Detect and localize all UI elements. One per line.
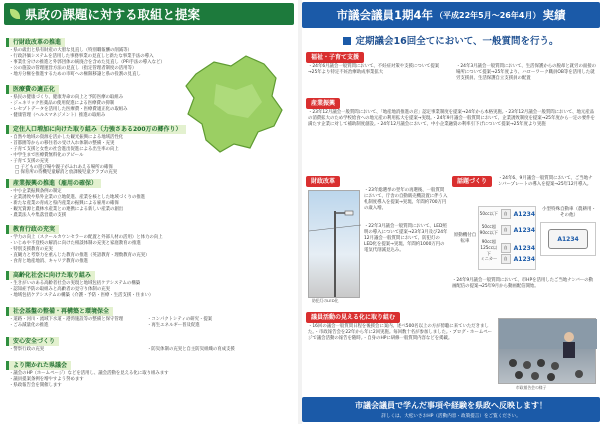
section-heading: 高齢化社会に向けた取り組み <box>6 271 95 280</box>
finance-text-2: ・22年3月議会一般質問において、LED照明の導入について提案→23年3月及び24年12月議会一般質問において、防犯灯のLED化を提案→実現。年間約1000万円の電気代削減見込み。 <box>364 224 448 253</box>
plate-number: A1234 <box>513 244 535 252</box>
welfare-text-right: ・24年3月議会一般質問において、生活保護からの脱却と就労の面接の場所について提案→25年度より、ハローワーク職員OB等を活用した就労支援員、生活保護自立支援員の配置 <box>456 64 597 81</box>
section-heading: 医療費の適正化 <box>6 85 59 94</box>
list-item: ・いじめや不登校の解消に向けた相談体制の充実と家庭教育の推進 <box>9 240 141 246</box>
list-item: ・ジェネリック医薬品の使用促進による医療費の抑制 <box>9 100 115 106</box>
right-header <box>302 2 600 28</box>
list-item: ・中学生まで医療費無料化のアピール <box>9 152 84 158</box>
list-item: ・再生エネルギー普及促進 <box>147 322 200 328</box>
section-industry <box>6 170 145 219</box>
list-item: ・特別支援教育の充実 <box>9 246 53 252</box>
plate-row <box>479 254 535 264</box>
list-item: ・食育と地産地消、キャリア教育の推進 <box>9 258 89 264</box>
header-results: 実績 <box>542 8 566 22</box>
list-item: ・子育て支援と女性の社会進出促進による出生率の向上 <box>9 146 119 152</box>
list-item: ・コンパクトシティの研究・提案 <box>147 317 213 322</box>
footer-note: 詳しくは、大松いさおHP（活動内容・政策提言）をご覧ください。 <box>381 414 521 419</box>
list-item: ・議員提案条例を増やすよう努めます <box>9 376 84 382</box>
plate-tag: 自 <box>501 243 511 253</box>
right-subtitle <box>302 33 600 47</box>
topic-text: ・24年6、9月議会一般質問において、ご当地ナンバープレートの導入を提案→25年12月導入。 <box>498 176 593 187</box>
list-item: ・県民の健康づくり、健康寿命の向上と予防医療の取組み <box>9 95 124 100</box>
tag-industry: 産業振興 <box>306 98 340 109</box>
list-item: ・認知症予防の取組みと高齢者の見守り体制の充実 <box>9 286 110 292</box>
header-main: 市議会議員1期4年 <box>336 8 434 22</box>
tag-council: 議員活動の見える化に取り組む <box>306 312 400 323</box>
left-title-bar <box>4 3 294 25</box>
plate-row <box>479 224 535 236</box>
section-education <box>6 216 163 265</box>
section-safety <box>6 328 287 353</box>
list-item: ・警察行政の充実 <box>9 347 45 352</box>
report-meeting-photo <box>498 318 596 384</box>
plate-number: A1234 <box>513 210 535 218</box>
section-infrastructure <box>6 298 287 329</box>
photo-caption: 防犯灯のLED化 <box>312 298 339 303</box>
list-item: ・県政報告会を開催します <box>9 382 62 388</box>
list-item: ・自然や地域の資源を活かした観光振興による地域活性化 <box>9 135 124 140</box>
footer-banner <box>302 397 600 422</box>
list-item: ・レセプトデータを活用した医療費・医療費適正化の取組み <box>9 106 128 112</box>
list-item: ・県の歳出と県有財産の大胆な見直し（特別職報酬の削減等） <box>9 48 132 53</box>
finance-text-1: ・23年総選挙の翌年の再選後、一般質問において、庁舎の自動販売機設置に伴う入札制度導入を提案→実現。年間約700万円の歳入増。 <box>364 188 448 211</box>
section-medical <box>6 76 128 119</box>
section-open-assembly <box>6 352 169 389</box>
section-heading: 教育行政の充実 <box>6 225 59 234</box>
plate-number: A1234 <box>513 226 535 234</box>
list-item: ・首都圏等からの移住者の受け入れ体制の整備・充実 <box>9 140 115 146</box>
list-item: ・道路・河川・流域下水道・港湾施設等の整備と保守管理 <box>9 317 124 322</box>
list-item: ・農業法人や集落営農の支援 <box>9 212 67 218</box>
industry-text: ・23年12月議会一般質問において、「地産地消推進の店」認定事業制度を提案→24年から本格実施。・23年12月議会一般質問において、地元産品の消費拡大のため学校給食への地元産の利用拡大を提案→実現。・24年9月議会一般質問において、企業誘致制度を提案→25年度から一定の要件を満たす企業に対して補助制度創設。・24年12月議会において、中小企業融資の利率引下げについて提案→25年度より実施 <box>308 110 595 127</box>
list-item: ・議会のHP（ホームページ）などを活用し、議会活動を見える化に取り組みます <box>9 371 169 376</box>
list-item: ・子育て支援の充実 <box>9 158 49 164</box>
left-title: 県政の課題に対する取組と提案 <box>25 7 201 22</box>
number-plate-panel <box>478 206 536 270</box>
list-item: ・地方分権を推進するための市町への権限移譲と県の役割の見直し <box>9 71 141 77</box>
tag-finance: 財政改革 <box>306 176 340 187</box>
prefecture-map <box>176 44 294 162</box>
list-item: ・生きがいのある高齢者社会の実現と地域包括ケアシステムの構築 <box>9 281 141 286</box>
map-icon <box>176 44 294 162</box>
header-period: （平成22年5月〜26年4月） <box>435 10 541 20</box>
section-heading: より開かれた県議会 <box>6 361 71 370</box>
welfare-text-left: ・24年6月議会一般質問において、不妊症対策や支援について提案→25年より特定不妊治療助成事業拡大 <box>308 64 440 75</box>
plate-tag: 自 <box>501 254 511 264</box>
section-heading: 産業振興の推進（雇用の確保） <box>6 179 101 188</box>
list-item: ・公の施設の管理運営方法の見直し（指定管理者制度の活用等） <box>9 65 137 71</box>
subtitle-text: 定期議会16回全てにおいて、一般質問を行う。 <box>355 36 559 47</box>
list-item: ・観光資源と農林水産業との連携による新しい産業の創出 <box>9 206 124 212</box>
plate-number-large: A1234 <box>557 235 579 243</box>
left-page <box>0 0 298 424</box>
section-aging <box>6 262 153 299</box>
list-item: ・防災体制の充実と自主防災組織の育成支援 <box>147 347 235 352</box>
list-item: ・企業誘致や県外企業の立地促進、産業を核とした地域づくりの推進 <box>9 194 146 200</box>
list-item: ・ごみ減量化の推進 <box>9 322 49 328</box>
list-item: ・事業仕分けの推進と外郭団体の統廃合を含めた見直し（PFI手法の導入など） <box>9 59 165 65</box>
section-heading: 社会基盤の整備・再構築と環境保全 <box>6 307 113 316</box>
plate-number: A1234 <box>513 255 535 263</box>
list-item: ・学力の向上（スクールカウンセラーの配置と外部人材の活用）と体力の向上 <box>9 235 163 240</box>
plate-tag: 自 <box>501 225 511 235</box>
side-label-moped: 原動機付自転車 <box>453 233 477 244</box>
streetlight-photo <box>308 190 360 298</box>
section-finance-reform <box>6 29 165 78</box>
list-item: ・行政評価システムを活用した事務事業の見直しと新たな事業手法の導入 <box>9 53 154 59</box>
plate-label: ミニカー <box>480 256 498 261</box>
list-item: ・直観力と考察力を重んじた教育の推進（英語教育・理数教育の充実） <box>9 252 150 258</box>
tag-welfare: 福祉・子育て支援 <box>306 52 364 63</box>
section-heading: 安心安全づくり <box>6 337 59 346</box>
streetlight-icon <box>309 191 361 299</box>
plate-row <box>479 209 535 219</box>
plate-label: 90cc超125cc以下 <box>480 239 498 256</box>
list-item: ・地域包括ケアシステムの構築（介護・予防・医療・生活支援・住まい） <box>9 292 154 298</box>
list-item: ・健康管理（ヘルスマネジメント）推進の取組み <box>9 112 106 118</box>
list-item: ・新たな産業の育成と県内産業の振興による雇用の確保 <box>9 200 119 206</box>
list-subitem: □ 保育所の待機児童解消と放課後児童クラブの充実 <box>15 170 118 176</box>
square-bullet-icon <box>343 37 351 45</box>
photo-caption: 市政報告会の様子 <box>516 385 547 390</box>
right-page <box>302 0 600 424</box>
list-subitem: □ 子どもの遊び場や親子がふれあえる場所の確保 <box>15 164 113 170</box>
plate-label: 50cc超90cc以下 <box>479 224 498 235</box>
audience-icon <box>499 319 597 385</box>
section-heading: 定住人口増加に向けた取り組み（力強さある200万の郷作り） <box>6 125 186 134</box>
section-population <box>6 116 186 176</box>
list-item: ・中小企業振興条例の制定 <box>9 189 62 194</box>
footer-headline: 市議会議員で学んだ事項や経験を県政へ反映します！ <box>355 401 547 410</box>
plate-tag: 自 <box>501 209 511 219</box>
plate-label: 50cc以下 <box>479 211 498 216</box>
council-text: ・16回の議会一般質問日程を後援会に案内。述べ500名以上の方が傍聴に来ていただきました。・市政報告会を22年から年に2回実施。毎回数十名が参加しました。・ブログ・ホームページで議会活動の報告を随時。・自身のHPに研修一般質問内容などを掲載。 <box>308 324 492 341</box>
plate-image-tractor <box>540 222 596 256</box>
leaf-icon <box>10 9 20 19</box>
tag-topic: 話題づくり <box>452 176 492 187</box>
side-label-tractor: 小型特殊自動車（農耕用・その他） <box>542 207 596 218</box>
topic-text-2: ・24年9月議会一般質問において、市HPを活用したご当地ナンバーの動画配信の提案→25年9月から動画配信開始。 <box>452 278 594 289</box>
section-heading: 行財政改革の推進 <box>6 38 65 47</box>
